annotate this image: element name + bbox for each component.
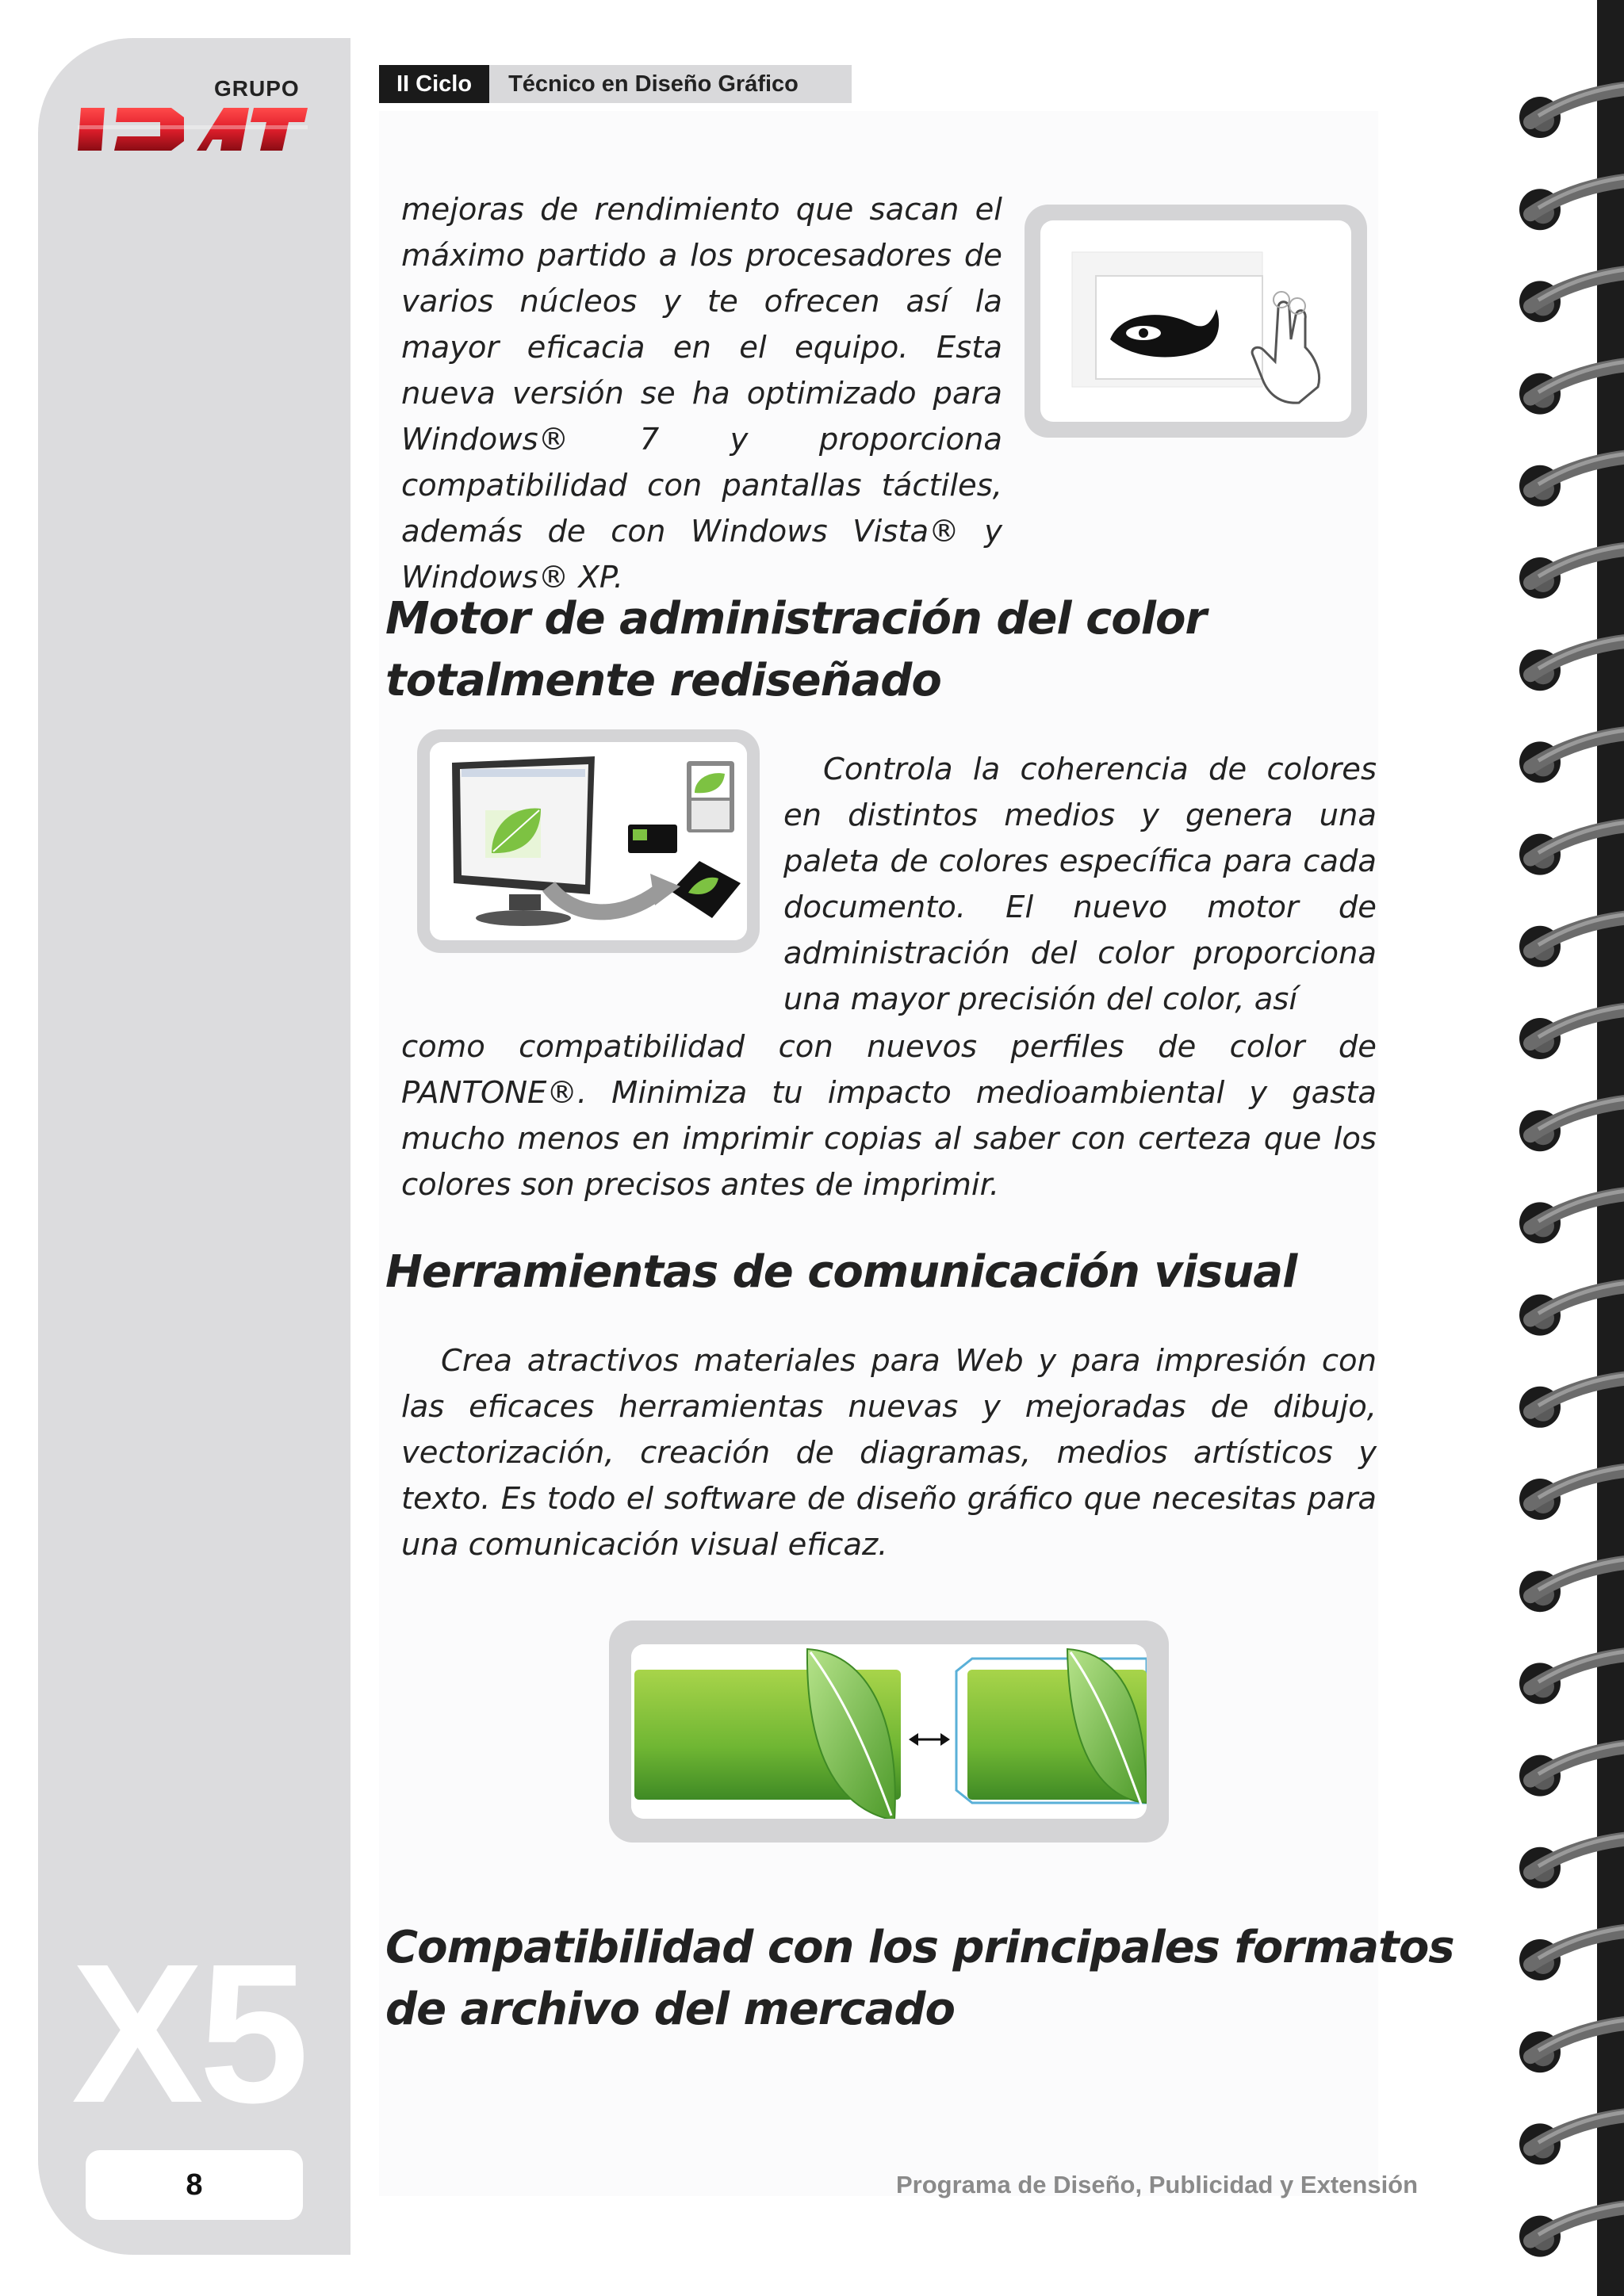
section1-heading-line2: totalmente rediseñado xyxy=(385,655,941,706)
spiral-coil xyxy=(1519,1651,1624,1704)
leaf-banner-image-frame xyxy=(609,1621,1169,1843)
header-bar xyxy=(379,65,852,103)
spiral-coil xyxy=(1519,823,1624,875)
spiral-coil xyxy=(1519,1468,1624,1520)
spiral-coil xyxy=(1519,730,1624,783)
spiral-coil xyxy=(1519,86,1624,138)
spiral-coil xyxy=(1519,2205,1624,2257)
spiral-coil xyxy=(1519,915,1624,967)
section2-paragraph: Crea atractivos materiales para Web y para impresión con las eficaces herramientas nuevas y mejoradas de dibujo, vectorización, creación de diagramas, medios artísticos y texto. Es todo el software de diseño gráfico que necesitas para una comunicación visual eficaz. xyxy=(401,1343,1377,1563)
section1-heading-line1: Motor de administración del color xyxy=(385,593,1207,645)
page-number: 8 xyxy=(86,2150,303,2220)
spiral-coil xyxy=(1519,638,1624,691)
section2-heading: Herramientas de comunicación visual xyxy=(385,1246,1297,1298)
spiral-coil xyxy=(1519,1376,1624,1428)
color-management-image-frame xyxy=(417,729,760,953)
idat-logo xyxy=(78,101,308,157)
touch-screen-image-frame xyxy=(1025,205,1367,438)
spiral-coil xyxy=(1519,1836,1624,1888)
spiral-coil xyxy=(1519,1928,1624,1980)
touch-gesture-illustration xyxy=(1040,220,1351,422)
intro-paragraph: mejoras de rendimiento que sacan el máximo partido a los procesadores de varios núcleos y te ofrecen así la mayor eficacia en el equipo. Esta nueva versión se ha optimizado para Windows® 7 y proporciona compatibilidad con pantallas táctiles, además de con Windows Vista® y Windows® XP. xyxy=(401,192,1002,595)
spiral-coil xyxy=(1519,270,1624,322)
leaf-banner-illustration xyxy=(631,1644,1147,1819)
spiral-binding xyxy=(1507,0,1624,2296)
section3-heading-line1: Compatibilidad con los principales formatos xyxy=(385,1922,1454,1973)
spiral-coil xyxy=(1519,2020,1624,2072)
spiral-coil xyxy=(1519,178,1624,230)
version-watermark: X5 xyxy=(71,1923,304,2144)
section1-paragraph-full: como compatibilidad con nuevos perfiles de color de PANTONE®. Minimiza tu impacto medioambiental y gasta mucho menos en imprimir copias al saber con certeza que los colores son precisos antes de imprimir. xyxy=(401,1029,1377,1203)
footer-program: Programa de Diseño, Publicidad y Extensión xyxy=(896,2171,1419,2198)
spiral-coil xyxy=(1519,1284,1624,1336)
spiral-coil xyxy=(1519,1007,1624,1059)
spiral-coil xyxy=(1519,1099,1624,1151)
section3-heading-line2: de archivo del mercado xyxy=(385,1984,955,2035)
spiral-coil xyxy=(1519,1191,1624,1243)
header-cycle: II Ciclo xyxy=(379,65,489,103)
color-devices-illustration xyxy=(430,742,747,940)
spiral-coil xyxy=(1519,1559,1624,1612)
spiral-coil xyxy=(1519,2112,1624,2164)
spiral-coil xyxy=(1519,454,1624,507)
spiral-coil xyxy=(1519,1744,1624,1797)
spiral-coil xyxy=(1519,546,1624,599)
header-course: Técnico en Diseño Gráfico xyxy=(508,71,799,97)
spiral-coil xyxy=(1519,362,1624,415)
logo-grupo-text: GRUPO xyxy=(214,76,300,101)
section1-paragraph-wrapped: Controla la coherencia de colores en distintos medios y genera una paleta de colores específica para cada documento. El nuevo motor de administración del color proporciona una mayor precisión del color, así xyxy=(783,752,1377,1017)
